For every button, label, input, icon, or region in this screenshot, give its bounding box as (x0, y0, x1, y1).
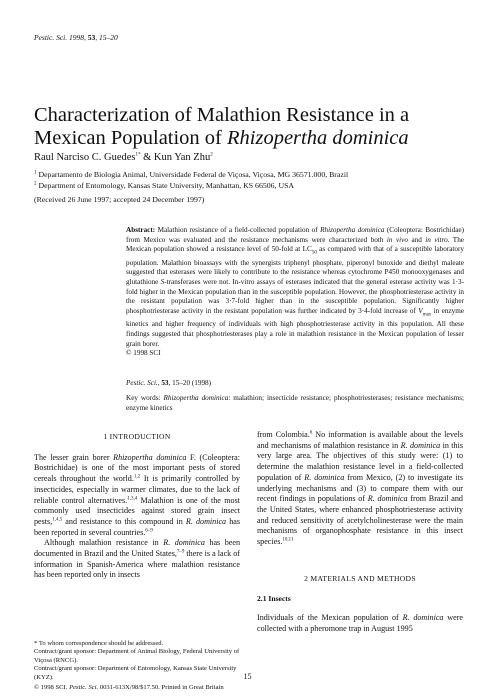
species: R. dominica (400, 440, 441, 450)
page-number: 15 (243, 672, 252, 681)
abstract-lc-subscript: 50 (311, 250, 317, 256)
footer-journal: Pestic. Sci. (69, 684, 99, 691)
intro-heading: 1 INTRODUCTION (103, 432, 171, 441)
received-dates: (Received 26 June 1997; accepted 24 December 1997) (34, 195, 205, 204)
abstract-text: as compared with that of a susceptible laboratory population. Malathion bioassays with the synergists triphenyl phosphate, piperonyl butoxide and diethyl maleate suggested that esterases were likely to contribute to the resistance whereas cytochrome P450 monooxygenases and glutathione (126, 245, 464, 286)
text: from Colombia. (257, 430, 310, 439)
text: No information is available about the levels and mechanisms of malathion resistance in (257, 430, 463, 450)
keywords-label: Key words: (126, 394, 164, 402)
journal-volume: 53 (87, 33, 96, 42)
abstract-text: -transferases were not. In-vitro assays of esterases indicated that the general esterase activity was 1·3-fold higher in the Mexican population than in the susceptible population. However, the phosphotriesterase activity in the resistant population was 3·7-fold higher than in the susceptible population. Significantly higher phosphotriesterase activity in the resistant population was further indicated by 3·4-fold increase of (126, 277, 464, 316)
abstract-vmax-subscript: max (422, 312, 432, 318)
footer-issn: 0031-613X/98/$17.50. Printed in Great Britain (98, 684, 224, 691)
text: Individuals of the Mexican population of (257, 613, 403, 623)
footnote-correspondence: * To whom correspondence should be addressed. (34, 640, 164, 647)
abstract-text: and (407, 235, 426, 244)
affiliation-2-text: Department of Entomology, Kansas State University, Manhattan, KS 66506, USA (36, 181, 295, 190)
citation (126, 379, 211, 387)
text: from Brazil and the United States, where enhanced phosphotriesterase activity and reduced sensitivity of acetylcholinesterase were the main mechanisms of organophosphate resistance in this insect species. (257, 494, 463, 547)
text: in this very large area. The objectives of this study were: (1) to determine the malathion resistance level in a field-collected population of (257, 440, 463, 482)
affiliation-1-mark: 1 (34, 170, 37, 176)
citation-journal: Pestic. Sci. (126, 379, 158, 387)
citation-ref: 6 (309, 430, 313, 436)
abstract-text: Malathion resistance of a field-collected population of (155, 226, 321, 234)
intro-paragraph-2 (34, 538, 240, 581)
species: R. dominica (185, 516, 227, 526)
abstract-text: . The Mexican population showed a resistance level of 50-fold at LC (126, 235, 464, 254)
author-2-mark: 2 (210, 152, 213, 158)
text: The lesser grain borer (34, 452, 114, 462)
intro-paragraph-1 (34, 453, 240, 539)
citation-ref: 1,3,4 (127, 495, 138, 501)
footer-copyright: © 1998 SCI. (34, 684, 70, 691)
affiliation-1 (34, 170, 348, 179)
methods-heading: 2 MATERIALS AND METHODS (304, 573, 416, 583)
author-1: Raul Narciso C. Guedes (34, 152, 136, 163)
species: R. dominica (163, 538, 205, 548)
text: were collected with a pheromone trap in August 1995 (257, 613, 463, 633)
citation-sep: , (157, 379, 162, 387)
citation-ref: 7–9 (176, 549, 185, 555)
species: R. dominica (367, 494, 408, 504)
text: there is a lack of information in Spanish-America where malathion resistance has been reported only in insects (34, 549, 240, 580)
footnote-sponsor-1: Contract/grant sponsor: Department of Animal Biology, Federal University of Viçosa (RNCG). (34, 648, 240, 664)
abstract-species: Rhizopertha dominica (320, 226, 385, 234)
page-footer (34, 684, 224, 691)
text: has been reported in several countries. (34, 516, 240, 537)
author-connector: & (140, 152, 154, 163)
text: has been documented in Brazil and the United States, (34, 538, 240, 559)
citation-ref: 1,4,5 (52, 517, 63, 523)
text: and resistance to this compound in (62, 516, 186, 526)
abstract-text: in enzyme kinetics and higher frequency of individuals with high phosphotriesterase activity in this population. All these findings suggested that phosphotriesterases play a role in malathion resistance in the Mexican population of lesser grain borer. (126, 307, 464, 348)
journal-year: 1998, (67, 33, 88, 42)
abstract-s-letter: S (160, 277, 165, 286)
species: R. dominica (304, 472, 345, 482)
abstract (126, 226, 464, 359)
author-list (34, 152, 213, 163)
footnote-sponsor-2: Contract/grant sponsor: Department of Entomology, Kansas State University (KYZ). (34, 665, 237, 681)
abstract-in-vivo: in vivo (386, 235, 408, 244)
text: Although malathion resistance in (44, 538, 164, 548)
abstract-text: (Coleoptera: Bostrichidae) from Mexico was evaluated and the resistance mechanisms were characterized both (126, 226, 464, 244)
affiliation-1-text: Departamento de Biologia Animal, Universidade Federal de Viçosa, Viçosa, MG 36571.000, Brazil (36, 170, 349, 179)
affiliation-2-mark: 2 (34, 181, 37, 187)
citation-ref: 10,11 (282, 537, 294, 543)
species: Rhizopertha dominica (113, 452, 187, 462)
citation-pages: , 15–20 (1998) (168, 379, 212, 387)
insects-heading: 2.1 Insects (257, 594, 291, 604)
author-2: Kun Yan Zhu (153, 152, 211, 163)
methods-paragraph-1 (257, 613, 463, 634)
abstract-copyright: © 1998 SCI (126, 349, 161, 358)
keywords-text: : malathion; insecticide resistance; phosphotriesterases; resistance mechanisms; enzyme kinetics (126, 394, 465, 412)
journal-pages: , 15–20 (95, 33, 118, 42)
title-text: Characterization of Malathion Resistance in a Mexican Population of (34, 104, 410, 149)
text: Malathion is one of the most commonly used insecticides against stored grain insect pests, (34, 495, 240, 526)
citation-ref: 6–9 (145, 527, 153, 533)
affiliation-2 (34, 181, 294, 190)
right-column (257, 430, 463, 635)
left-column (34, 430, 240, 581)
species: R. dominica (402, 613, 444, 623)
citation-volume: 53 (161, 379, 169, 387)
title-species: Rhizopertha dominica (227, 127, 409, 149)
author-1-mark: 1* (135, 152, 141, 158)
journal-reference (34, 33, 118, 42)
text: F. (Coleoptera: Bostrichidae) is one of the most important pests of stored cereals throughout the world. (34, 452, 240, 484)
text: from Mexico, (2) to investigate its underlying mechanisms and (3) to compare them with our recent findings in populations of (257, 472, 463, 504)
paper-title (34, 104, 474, 150)
keywords-species: Rhizopertha dominica (163, 394, 229, 402)
intro-paragraph-3 (257, 430, 463, 548)
abstract-in-vitro: in vitro (425, 235, 448, 244)
abstract-label: Abstract: (126, 226, 156, 234)
abstract-vmax: V (418, 307, 423, 316)
text: It is primarily controlled by insecticides, especially in warmer climates, due to the lack of reliable control alternatives. (34, 474, 240, 505)
citation-ref: 1,2 (133, 474, 141, 480)
journal-name: Pestic. Sci. (34, 33, 68, 42)
keywords (126, 394, 464, 413)
